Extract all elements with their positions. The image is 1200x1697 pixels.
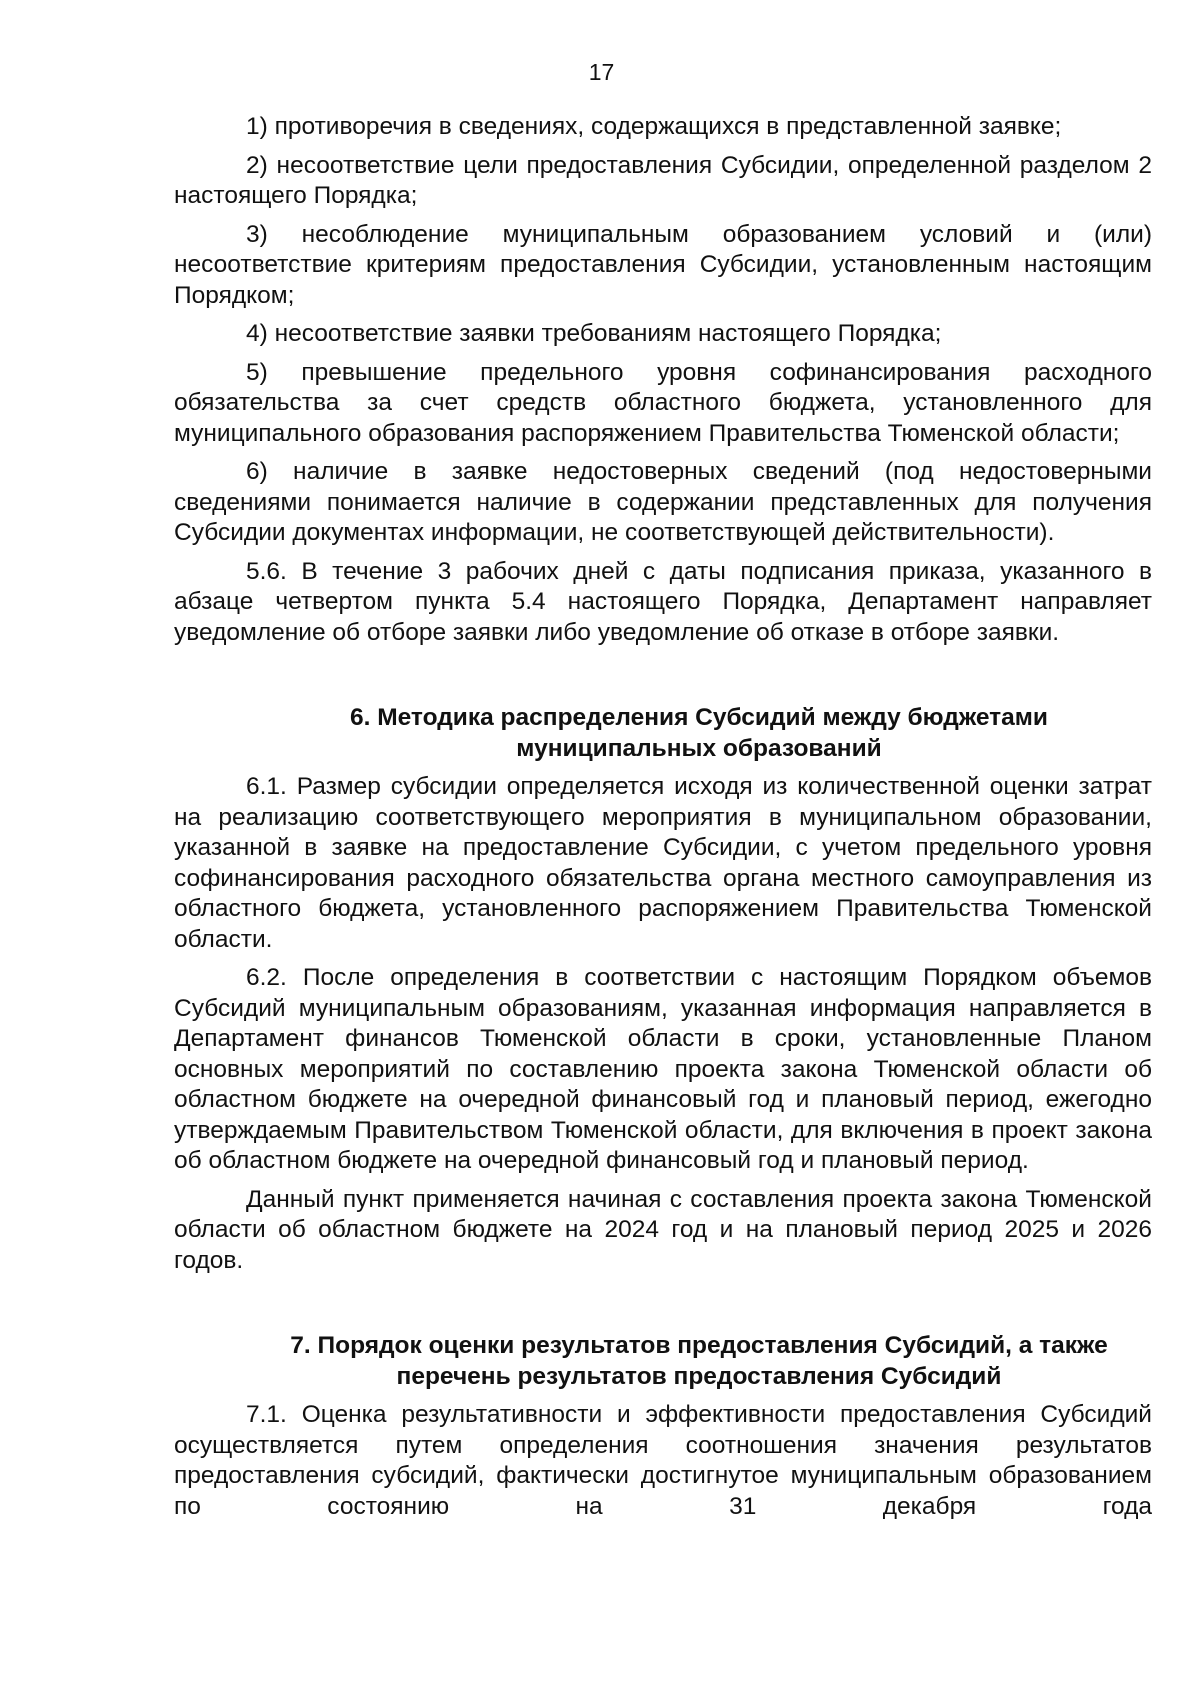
clause-6-2-note: Данный пункт применяется начиная с составления проекта закона Тюменской области об областном бюджете на 2024 год и на плановый период 2025 и 2026 годов.	[174, 1185, 1152, 1274]
list-item-4: 4) несоответствие заявки требованиям настоящего Порядка;	[246, 320, 942, 347]
list-item-6: 6) наличие в заявке недостоверных сведений (под недостоверными сведениями понимается наличие в содержании представленных для получения Субсидии документах информации, не соответствующей действительности).	[174, 458, 1152, 546]
section-7-heading-line-2: перечень результатов предоставления Субсидий	[396, 1362, 1002, 1390]
section-6-heading	[174, 703, 1152, 764]
document-body	[174, 112, 1152, 1522]
clause-6-2: 6.2. После определения в соответствии с настоящим Порядком объемов Субсидий муниципальным образованиям, указанная информация направляется в Департамент финансов Тюменской области в сроки, установленные Планом основных мероприятий по составлению проекта закона Тюменской области об областном бюджете на очередной финансовый год и плановый период, ежегодно утверждаемым Правительством Тюменской области, для включения в проект закона об областном бюджете на очередной финансовый год и плановый период.	[174, 964, 1152, 1174]
clause-6-1: 6.1. Размер субсидии определяется исходя из количественной оценки затрат на реализацию соответствующего мероприятия в муниципальном образовании, указанной в заявке на предоставление Субсидии, с учетом предельного уровня софинансирования расходного обязательства органа местного самоуправления из областного бюджета, установленного распоряжением Правительства Тюменской области.	[174, 773, 1152, 953]
list-item-3: 3) несоблюдение муниципальным образованием условий и (или) несоответствие критериям предоставления Субсидии, установленным настоящим Порядком;	[174, 220, 1152, 309]
heading-gap	[174, 1392, 1152, 1400]
page-number: 17	[588, 59, 615, 85]
section-6-heading-line-2: муниципальных образований	[516, 734, 882, 762]
clause-7-1: 7.1. Оценка результативности и эффективности предоставления Субсидий осуществляется путем определения соотношения значения результатов предоставления субсидий, фактически достигнутое муниципальным образованием по состоянию на 31 декабря года	[174, 1401, 1152, 1520]
section-7-heading	[174, 1331, 1152, 1392]
section-gap	[174, 648, 1152, 703]
section-7-heading-line-1: 7. Порядок оценки результатов предоставления Субсидий, а также	[290, 1332, 1108, 1359]
clause-5-6: 5.6. В течение 3 рабочих дней с даты подписания приказа, указанного в абзаце четвертом пункта 5.4 настоящего Порядка, Департамент направляет уведомление об отборе заявки либо уведомление об отказе в отборе заявки.	[174, 557, 1152, 646]
heading-gap	[174, 764, 1152, 772]
list-item-2: 2) несоответствие цели предоставления Субсидии, определенной разделом 2 настоящего Порядка;	[174, 151, 1152, 209]
section-6-heading-line-1: 6. Методика распределения Субсидий между бюджетами	[349, 704, 1048, 731]
section-gap	[174, 1276, 1152, 1331]
list-item-5: 5) превышение предельного уровня софинансирования расходного обязательства за счет средств областного бюджета, установленного для муниципального образования распоряжением Правительства Тюменской области;	[174, 358, 1152, 447]
list-item-1: 1) противоречия в сведениях, содержащихся в представленной заявке;	[246, 113, 1062, 140]
